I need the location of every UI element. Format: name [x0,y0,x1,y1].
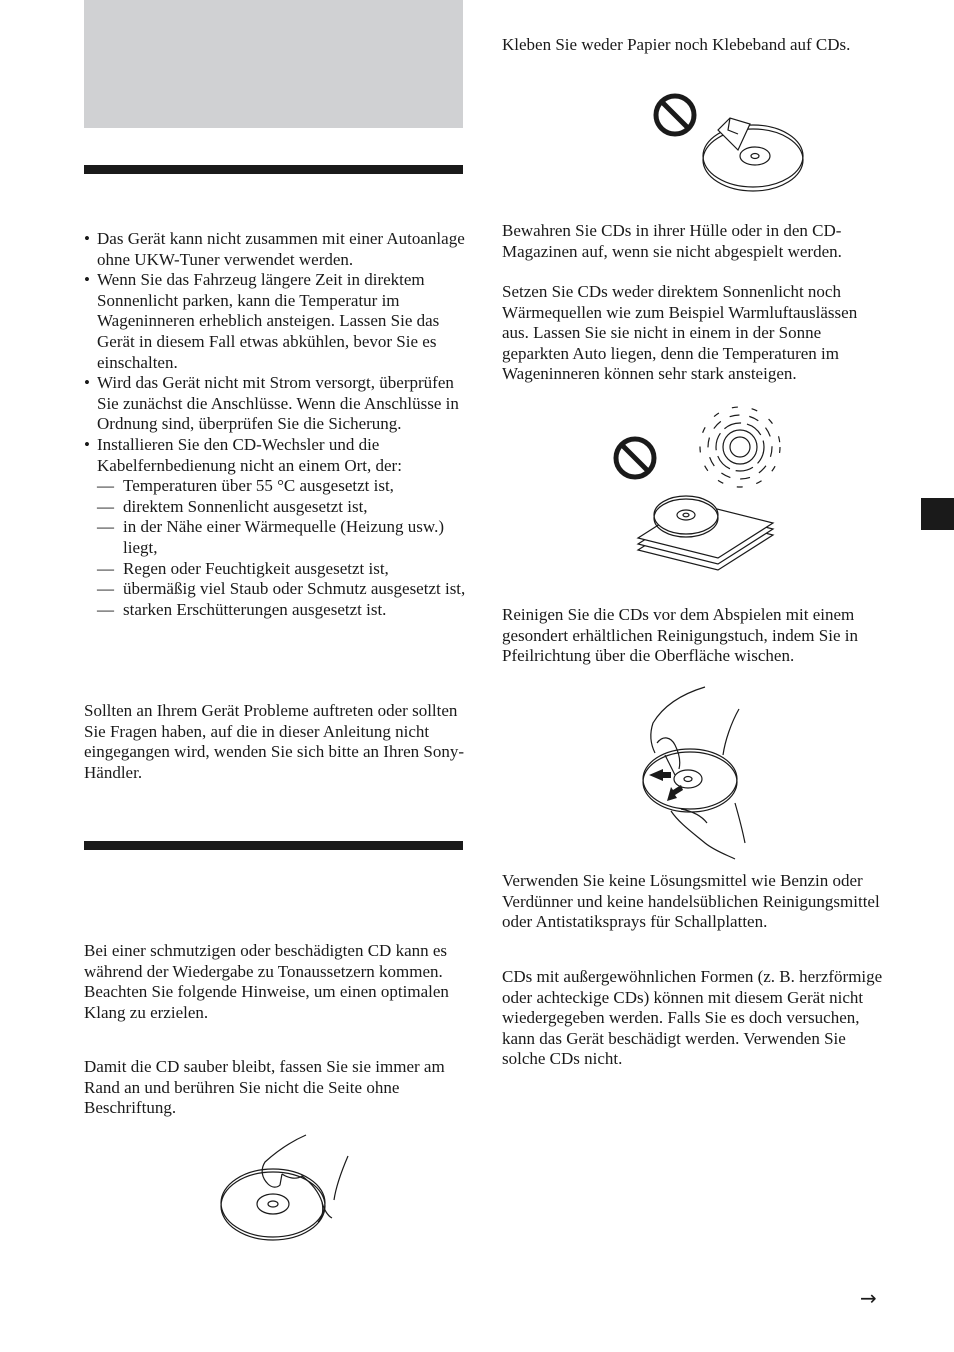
section-tab-marker [921,498,954,530]
cd-cleaning-illustration [635,683,755,863]
cd-intro-paragraph: Bei einer schmutzigen oder beschädigten CD kann es während der Wiedergabe zu Tonaussetzern kommen. Beachten Sie folgende Hinweise, um einen optimalen Klang zu erzielen. [84,941,449,1022]
note-item: • Wenn Sie das Fahrzeug längere Zeit in direktem Sonnenlicht parken, kann die Temperatur im Wageninneren erheblich ansteigen. Lassen Sie das Gerät in diesem Fall etwas abkühlen, bevor Sie es einschalten. [84,270,466,373]
location-item: — Temperaturen über 55 °C ausgesetzt ist, [97,476,466,497]
notes-list [84,229,466,476]
sunlight-paragraph: Setzen Sie CDs weder direktem Sonnenlicht noch Wärmequellen wie zum Beispiel Warmluftauslässen aus. Lassen Sie sie nicht in einem in der Sonne geparkten Auto liegen, denn die Temperaturen im Wageninneren können sehr stark ansteigen. [502,282,858,384]
location-item: — direktem Sonnenlicht ausgesetzt ist, [97,497,466,518]
notes-section [84,229,466,620]
cleaning-paragraph: Reinigen Sie die CDs vor dem Abspielen mit einem gesondert erhältlichen Reinigungstuch, indem Sie in Pfeilrichtung über die Oberfläche wischen. [502,605,858,666]
no-sunlight-illustration [608,415,788,575]
location-list [84,476,466,620]
no-tape-illustration [650,90,810,195]
note-item-text: Installieren Sie den CD-Wechsler und die Kabelfernbedienung nicht an einem Ort, der: [97,434,402,475]
location-item: — starken Erschütterungen ausgesetzt ist. [97,600,466,621]
location-item: — Regen oder Feuchtigkeit ausgesetzt ist, [97,559,466,580]
sun-icon [700,407,780,487]
location-item: — übermäßig viel Staub oder Schmutz ausgesetzt ist, [97,579,466,600]
section-rule-2 [84,841,463,850]
solvents-paragraph: Verwenden Sie keine Lösungsmittel wie Benzin oder Verdünner und keine handelsüblichen Reinigungsmittel oder Antistatiksprays für Schallplatten. [502,871,880,932]
cd-hold-illustration [210,1130,360,1245]
prohibited-icon [616,439,654,477]
contact-paragraph: Sollten an Ihrem Gerät Probleme auftreten oder sollten Sie Fragen haben, auf die in dieser Anleitung nicht eingegangen wird, wenden Sie sich bitte an Ihren Sony-Händler. [84,701,465,782]
cd-handling-paragraph: Damit die CD sauber bleibt, fassen Sie sie immer am Rand an und berühren Sie nicht die Seite ohne Beschriftung. [84,1057,445,1118]
note-item: • Wird das Gerät nicht mit Strom versorgt, überprüfen Sie zunächst die Anschlüsse. Wenn die Anschlüsse in Ordnung sind, überprüfen Sie die Sicherung. [84,373,466,435]
note-item: • Das Gerät kann nicht zusammen mit einer Autoanlage ohne UKW-Tuner verwendet werden. [84,229,466,270]
section-rule-1 [84,165,463,174]
continue-arrow: → [860,1286,877,1310]
storage-paragraph: Bewahren Sie CDs in ihrer Hülle oder in den CD-Magazinen auf, wenn sie nicht abgespielt werden. [502,221,842,261]
no-tape-paragraph: Kleben Sie weder Papier noch Klebeband auf CDs. [502,35,851,54]
note-item [84,435,466,476]
prohibited-icon [656,96,694,134]
location-item: — in der Nähe einer Wärmequelle (Heizung usw.) liegt, [97,517,466,558]
shapes-paragraph: CDs mit außergewöhnlichen Formen (z. B. herzförmige oder achteckige CDs) können mit diesem Gerät nicht wiedergegeben werden. Falls Sie es doch versuchen, kann das Gerät beschädigt werden. Verwenden Sie solche CDs nicht. [502,967,883,1069]
header-box [84,0,463,128]
